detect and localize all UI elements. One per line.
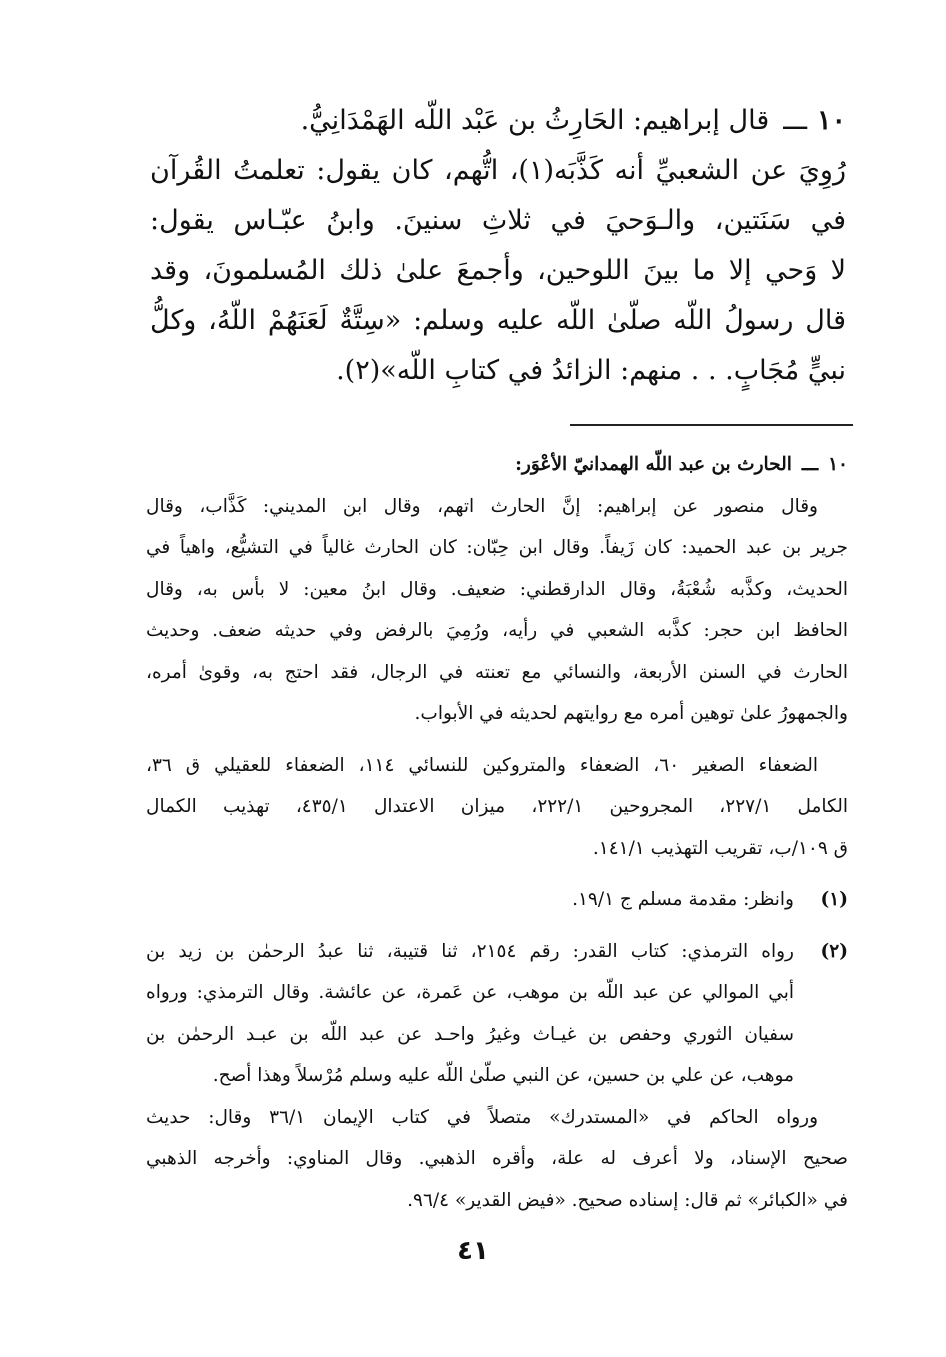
sources-line: ق ١٠٩/ب، تقريب التهذيب ١٤١/١. xyxy=(592,837,848,859)
footnote-1 xyxy=(146,879,848,921)
sources-line: الكامل ٢٢٧/١، المجروحين ٢٢٢/١، ميزان الاعتدال ٤٣٥/١، تهذيب الكمال xyxy=(146,796,848,817)
commentary-dash: ـــ xyxy=(801,454,819,475)
main-text-line: في سَنَتين، والـوَحيَ في ثلاثِ سنينَ. وابنُ عبّـاس يقول: xyxy=(150,205,846,236)
footnote-line: ورواه الحاكم في «المستدرك» متصلاً في كتاب الإيمان ٣٦/١ وقال: حديث xyxy=(146,1106,819,1128)
commentary-line: جرير بن عبد الحميد: كان زَيفاً. وقال ابن حِبّان: كان الحارث غالياً في التشيُّع، واهياً في xyxy=(146,537,848,558)
entry-heading: قال إبراهيم: الحَارِثُ بن عَبْد اللّه الهَمْدَانِيُّ. xyxy=(300,105,770,136)
footnote-2-continuation xyxy=(146,1097,848,1222)
footnote-line: في «الكبائر» ثم قال: إسناده صحيح. «فيض القدير» ٩٦/٤. xyxy=(407,1189,848,1211)
main-entry-heading-line xyxy=(150,96,846,146)
commentary-line: الحافظ ابن حجر: كذَّبه الشعبي في رأيه، ورُمِيَ بالرفض وفي حديثه ضعف. وحديث xyxy=(146,620,848,641)
sources-paragraph xyxy=(146,745,848,870)
footnote-2 xyxy=(146,931,848,1097)
footnote-line: رواه الترمذي: كتاب القدر: رقم ٢١٥٤، ثنا قتيبة، ثنا عبدُ الرحمٰن بن زيد بن xyxy=(146,940,794,962)
footnote-number: (١) xyxy=(820,889,848,910)
footnote-line: موهب، عن علي بن حسين، عن النبي صلّىٰ اللّه عليه وسلم مُرْسلاً وهذا أصح. xyxy=(212,1065,794,1086)
commentary-line: الحديث، وكذَّبه شُعْبَةُ، وقال الدارقطني: ضعيف. وقال ابنُ معين: لا بأس به، وقال xyxy=(146,578,848,600)
footnote-number: (٢) xyxy=(820,940,848,962)
main-text-line: نبيٍّ مُجَابٍ. . . منهم: الزائدُ في كتابِ اللّه»(٢). xyxy=(336,355,846,386)
commentary-number: ١٠ xyxy=(828,454,848,475)
main-text-line: قال رسولُ اللّه صلّىٰ اللّه عليه وسلم: «سِتَّةٌ لَعَنَهُمْ اللّهُ، وكلُّ xyxy=(150,305,846,336)
commentary-paragraph xyxy=(146,486,848,735)
footnote-line: سفيان الثوري وحفص بن غيـاث وغيرُ واحـد عن عبد اللّه بن عبـد الرحمٰن بن xyxy=(146,1023,794,1045)
footnote-divider xyxy=(570,424,853,426)
commentary-line: والجمهورُ علىٰ توهين أمره مع روايتهم لحديثه في الأبواب. xyxy=(414,703,848,724)
main-entry xyxy=(150,96,846,396)
footnote-line: وانظر: مقدمة مسلم ج ١٩/١. xyxy=(572,889,794,910)
entry-dash: ـــ xyxy=(783,105,807,136)
commentary-line: الحارث في السنن الأربعة، والنسائي مع تعنته في الرجال، فقد احتج به، وقوىٰ أمره، xyxy=(146,661,848,683)
main-text-line: لا وَحي إلا ما بينَ اللوحين، وأجمعَ علىٰ ذلك المُسلمونَ، وقد xyxy=(150,255,846,286)
commentary-line: وقال منصور عن إبراهيم: إنَّ الحارث اتهم، وقال ابن المديني: كَذَّاب، وقال xyxy=(146,495,818,517)
page-number: ٤١ xyxy=(457,1236,489,1266)
footnote-line: أبي الموالي عن عبد اللّه بن موهب، عن عَمرة، عن عائشة. وقال الترمذي: ورواه xyxy=(146,982,794,1003)
main-text-line: رُوِيَ عن الشعبيِّ أنه كَذَّبَه(١)، اتُّهم، كان يقول: تعلمتُ القُرآن xyxy=(150,155,846,186)
notes-section xyxy=(146,444,848,1221)
entry-number: ١٠ xyxy=(816,105,846,136)
commentary-title: الحارث بن عبد اللّه الهمدانيّ الأعْوَر: xyxy=(515,454,792,475)
footnote-line: صحيح الإسناد، ولا أعرف له علة، وأقره الذهبي. وقال المناوي: وأخرجه الذهبي xyxy=(146,1148,848,1169)
sources-line: الضعفاء الصغير ٦٠، الضعفاء والمتروكين للنسائي ١١٤، الضعفاء للعقيلي ق ٣٦، xyxy=(146,754,819,776)
commentary-heading xyxy=(146,444,848,486)
